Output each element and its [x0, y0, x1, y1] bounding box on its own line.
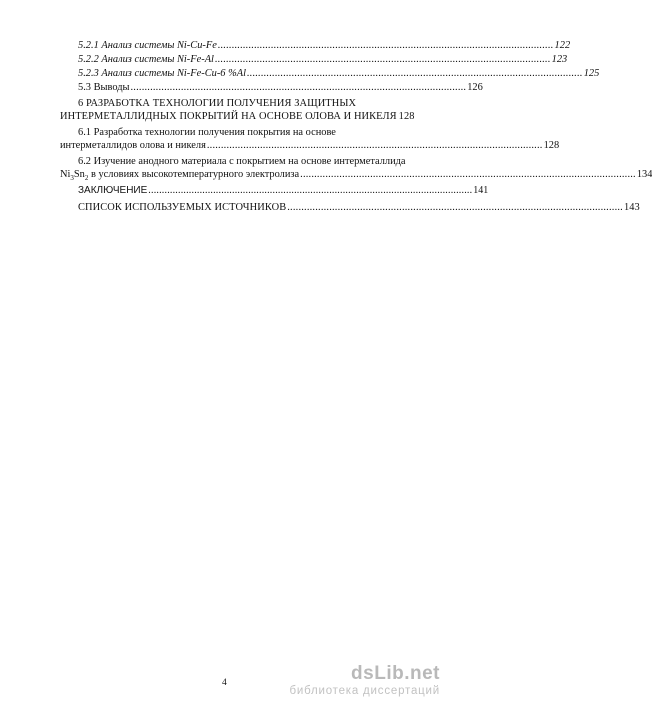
toc-entry-title-rest: в условиях высокотемпературного электролиза — [88, 169, 300, 180]
toc-leader-dots: ........................................................................................................................ — [130, 82, 467, 93]
toc-leader-dots: ........................................................................................................................ — [287, 202, 623, 213]
toc-entry-references[interactable] — [78, 202, 640, 214]
toc-entry-6-2[interactable] — [60, 169, 652, 184]
toc-leader-dots: ........................................................................................................................ — [206, 140, 543, 151]
toc-leader-dots: ........................................................................................................................ — [217, 40, 554, 51]
toc-leader-dots: ........................................................................................................................ — [214, 54, 551, 65]
toc-entry-conclusion[interactable] — [78, 185, 489, 197]
toc-entry-page: 128 — [398, 111, 415, 122]
formula-ni: Ni — [60, 169, 71, 180]
toc-entry-page: 123 — [551, 54, 568, 65]
toc-entry-title: 5.2.2 Анализ системы Ni-Fe-Al — [78, 54, 214, 65]
watermark-subtitle: библиотека диссертаций — [289, 685, 440, 697]
toc-entry-title: интерметаллидов олова и никеля — [60, 140, 206, 151]
toc-entry-title: 5.2.1 Анализ системы Ni-Cu-Fe — [78, 40, 217, 51]
watermark-logo — [289, 664, 440, 684]
toc-entry-page: 143 — [623, 202, 640, 213]
toc-entry-title: 5.2.3 Анализ системы Ni-Fe-Cu-6 %Al — [78, 68, 246, 79]
toc-entry-title — [60, 169, 299, 184]
toc-entry-title: СПИСОК ИСПОЛЬЗУЕМЫХ ИСТОЧНИКОВ — [78, 202, 287, 213]
toc-leader-dots: ........................................................................................................................ — [148, 185, 473, 196]
toc-entry-5-2-3[interactable] — [78, 68, 600, 80]
toc-entry-page: 126 — [467, 82, 483, 93]
formula-sn: Sn — [73, 169, 85, 180]
toc-entry-title: ИНТЕРМЕТАЛЛИДНЫХ ПОКРЫТИЙ НА ОСНОВЕ ОЛОВА И НИКЕЛЯ — [60, 111, 397, 122]
formula-sub-3: 3 — [70, 174, 74, 183]
toc-leader-dots: ........................................................................................................................ — [300, 169, 636, 180]
toc-entry-title: ЗАКЛЮЧЕНИЕ — [78, 185, 148, 196]
toc-entry-6-line1[interactable]: 6 РАЗРАБОТКА ТЕХНОЛОГИИ ПОЛУЧЕНИЯ ЗАЩИТНЫХ — [78, 98, 357, 109]
watermark-logo-name: dsLib — [351, 663, 405, 684]
toc-leader-dots: ........................................................................................................................ — [246, 68, 583, 79]
toc-entry-6-1-line1[interactable]: 6.1 Разработка технологии получения покрытия на основе — [78, 127, 336, 138]
toc-entry-5-2-2[interactable] — [78, 54, 568, 66]
toc-entry-page: 128 — [543, 140, 560, 151]
toc-entry-page: 125 — [583, 68, 600, 79]
toc-entry-5-2-1[interactable] — [78, 40, 571, 52]
toc-entry-6[interactable] — [60, 111, 414, 123]
toc-entry-6-2-line1[interactable]: 6.2 Изучение анодного материала с покрытием на основе интерметаллида — [78, 156, 406, 167]
toc-entry-title: 5.3 Выводы — [78, 82, 130, 93]
watermark-logo-domain: .net — [404, 663, 440, 684]
watermark — [289, 664, 440, 698]
toc-entry-page: 134 — [636, 169, 652, 180]
toc-entry-6-1[interactable] — [60, 140, 560, 152]
toc-entry-page: 122 — [554, 40, 571, 51]
toc-entry-page: 141 — [473, 185, 489, 196]
formula-sub-2: 2 — [84, 174, 89, 183]
page-number: 4 — [222, 678, 227, 688]
toc-entry-5-3[interactable] — [78, 82, 483, 94]
